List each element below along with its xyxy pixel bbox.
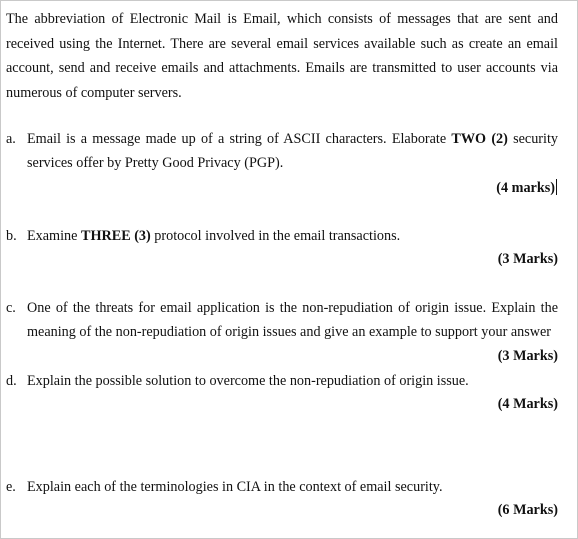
- question-a-marks-label: (4 marks): [496, 180, 555, 196]
- question-e-text: Explain each of the terminologies in CIA in the context of email security.: [27, 479, 443, 495]
- question-b-text-before: Examine: [27, 228, 81, 244]
- question-a-letter: a.: [6, 131, 16, 147]
- question-b: [6, 224, 558, 248]
- question-b-text: [27, 224, 558, 248]
- question-d-letter: d.: [6, 373, 17, 389]
- question-d-text: Explain the possible solution to overcome the non-repudiation of origin issue.: [27, 373, 469, 389]
- question-e: [6, 475, 558, 499]
- question-d: [6, 369, 558, 393]
- question-e-letter: e.: [6, 479, 16, 495]
- question-b-bold: THREE (3): [80, 228, 151, 244]
- question-c-marks: (3 Marks): [497, 348, 558, 364]
- question-e-marks: (6 Marks): [497, 502, 558, 518]
- question-a: [6, 127, 558, 175]
- question-d-marks: (4 Marks): [497, 396, 558, 412]
- question-a-text-before: Email is a message made up of a string of ASCII characters. Elaborate: [27, 131, 452, 147]
- question-b-text-after: protocol involved in the email transactions.: [150, 228, 401, 244]
- question-a-marks: [496, 178, 557, 198]
- question-c-letter: c.: [6, 300, 16, 316]
- question-b-marks: (3 Marks): [497, 251, 558, 267]
- text-cursor: [556, 179, 557, 195]
- question-a-bold: TWO (2): [451, 131, 508, 147]
- intro-paragraph: The abbreviation of Electronic Mail is Email, which consists of messages that are sent and received using the Internet. There are several email services available such as create an email account, send and receive emails and attachments. Emails are transmitted to user accounts via numerous of computer servers.: [6, 11, 558, 101]
- question-c: [6, 296, 558, 344]
- question-b-letter: b.: [6, 228, 17, 244]
- question-c-text: One of the threats for email application is the non-repudiation of origin issue. Explain the meaning of the non-repudiation of origin issues and give an example to support your answer: [27, 300, 558, 340]
- question-a-text: [27, 127, 558, 175]
- question-a-text-after: security services offer by Pretty Good Privacy (PGP).: [27, 131, 558, 171]
